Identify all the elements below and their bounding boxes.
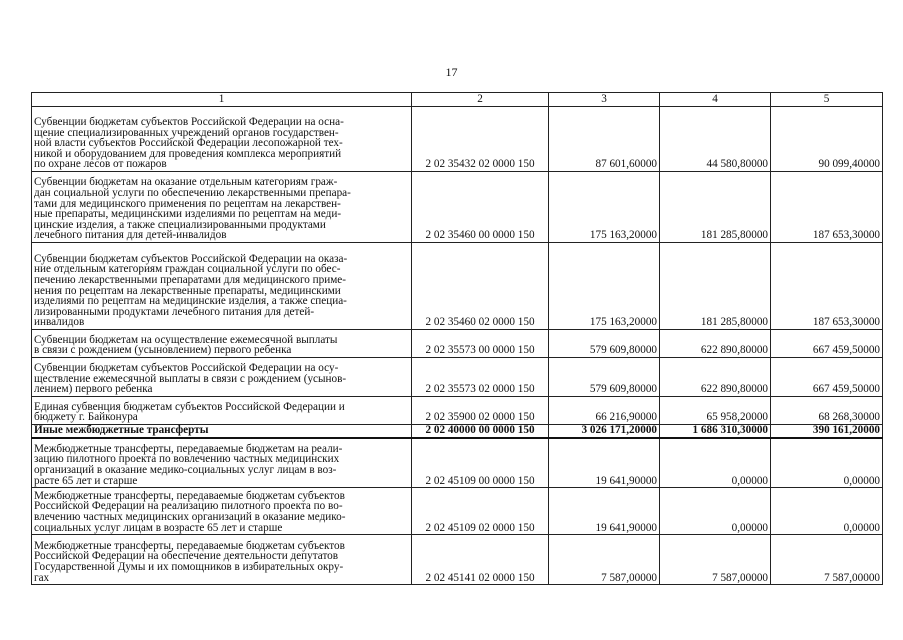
page-number: 17 — [445, 65, 458, 79]
row-description: Субвенции бюджетам субъектов Российской Федерации на оказа- ние отдельным категориям граждан социальной услуги по обес- печению лекарственными препаратами для медицинского приме- нения по рецептам на лекарственные препараты, медицинскими изделиями по рецептам на медицинские изделия, а также специа- лизированными продуктами лечебного питания для детей- инвалидов — [32, 243, 412, 330]
row-description: Единая субвенция бюджетам субъектов Российской Федерации и бюджету г. Байконура — [32, 397, 412, 425]
row-description: Субвенции бюджетам на осуществление ежемесячной выплаты в связи с рождением (усыновлением) первого ребенка — [32, 330, 412, 358]
column-header-1: 1 — [32, 93, 412, 107]
row-value-col4: 0,00000 — [660, 488, 771, 535]
row-value-col3: 175 163,20000 — [549, 243, 660, 330]
row-value-col5: 667 459,50000 — [771, 358, 883, 397]
row-value-col5: 667 459,50000 — [771, 330, 883, 358]
row-description: Межбюджетные трансферты, передаваемые бюджетам субъектов Российской Федерации на обеспечение деятельности депутатов Государственной Думы и их помощников в избирательных окру- гах — [32, 535, 412, 585]
row-value-col3: 66 216,90000 — [549, 397, 660, 425]
row-value-col4: 0,00000 — [660, 438, 771, 488]
table-row — [32, 438, 883, 488]
column-header-4: 4 — [660, 93, 771, 107]
row-value-col4: 622 890,80000 — [660, 330, 771, 358]
table-row — [32, 358, 883, 397]
row-value-col5: 390 161,20000 — [771, 425, 883, 438]
row-value-col3: 579 609,80000 — [549, 358, 660, 397]
row-value-col5: 0,00000 — [771, 438, 883, 488]
row-value-col5: 0,00000 — [771, 488, 883, 535]
row-description: Субвенции бюджетам на оказание отдельным категориям граж- дан социальной услуги по обеспечению лекарственными препара- тами для медицинского применения по рецептам на лекарствен- ные препараты, медицинскими изделиями по рецептам на меди- цинские изделия, а также специализированными продуктами лечебного питания для детей-инвалидов — [32, 172, 412, 243]
budget-table — [31, 92, 883, 585]
row-value-col5: 7 587,00000 — [771, 535, 883, 585]
row-value-col3: 19 641,90000 — [549, 488, 660, 535]
table-row — [32, 172, 883, 243]
row-value-col4: 1 686 310,30000 — [660, 425, 771, 438]
row-value-col4: 181 285,80000 — [660, 172, 771, 243]
row-budget-code: 2 02 45141 02 0000 150 — [412, 535, 549, 585]
row-budget-code: 2 02 35460 00 0000 150 — [412, 172, 549, 243]
row-budget-code: 2 02 35432 02 0000 150 — [412, 107, 549, 172]
row-description: Субвенции бюджетам субъектов Российской Федерации на осу- ществление ежемесячной выплаты в связи с рождением (усынов- лением) первого ребенка — [32, 358, 412, 397]
column-header-3: 3 — [549, 93, 660, 107]
row-value-col3: 579 609,80000 — [549, 330, 660, 358]
row-value-col3: 87 601,60000 — [549, 107, 660, 172]
row-value-col3: 3 026 171,20000 — [549, 425, 660, 438]
row-value-col5: 187 653,30000 — [771, 243, 883, 330]
row-budget-code: 2 02 40000 00 0000 150 — [412, 425, 549, 438]
row-description: Межбюджетные трансферты, передаваемые бюджетам субъектов Российской Федерации на реализацию пилотного проекта по во- влечению частных медицинских организаций в оказание медико- социальных услуг лицам в возрасте 65 лет и старше — [32, 488, 412, 535]
row-value-col4: 65 958,20000 — [660, 397, 771, 425]
row-value-col5: 90 099,40000 — [771, 107, 883, 172]
row-description: Межбюджетные трансферты, передаваемые бюджетам на реали- зацию пилотного проекта по вовлечению частных медицинских организаций в оказание медико-социальных услуг лицам в воз- расте 65 лет и старше — [32, 438, 412, 488]
row-value-col4: 622 890,80000 — [660, 358, 771, 397]
table-row — [32, 243, 883, 330]
table-row — [32, 330, 883, 358]
table-row-total — [32, 425, 883, 438]
row-value-col5: 68 268,30000 — [771, 397, 883, 425]
row-budget-code: 2 02 35460 02 0000 150 — [412, 243, 549, 330]
row-value-col3: 19 641,90000 — [549, 438, 660, 488]
row-budget-code: 2 02 35573 00 0000 150 — [412, 330, 549, 358]
table-row — [32, 107, 883, 172]
row-budget-code: 2 02 35900 02 0000 150 — [412, 397, 549, 425]
row-budget-code: 2 02 35573 02 0000 150 — [412, 358, 549, 397]
row-value-col4: 7 587,00000 — [660, 535, 771, 585]
row-value-col4: 44 580,80000 — [660, 107, 771, 172]
row-value-col4: 181 285,80000 — [660, 243, 771, 330]
row-value-col5: 187 653,30000 — [771, 172, 883, 243]
column-header-2: 2 — [412, 93, 549, 107]
table-header-row — [32, 93, 883, 107]
row-budget-code: 2 02 45109 02 0000 150 — [412, 488, 549, 535]
row-description: Иные межбюджетные трансферты — [32, 425, 412, 438]
row-budget-code: 2 02 45109 00 0000 150 — [412, 438, 549, 488]
row-value-col3: 7 587,00000 — [549, 535, 660, 585]
table-row — [32, 397, 883, 425]
table-row — [32, 488, 883, 535]
row-value-col3: 175 163,20000 — [549, 172, 660, 243]
table-row — [32, 535, 883, 585]
column-header-5: 5 — [771, 93, 883, 107]
row-description: Субвенции бюджетам субъектов Российской Федерации на осна- щение специализированных учреждений органов государствен- ной власти субъектов Российской Федерации лесопожарной тех- никой и оборудованием для проведения комплекса мероприятий по охране лесов от пожаров — [32, 107, 412, 172]
